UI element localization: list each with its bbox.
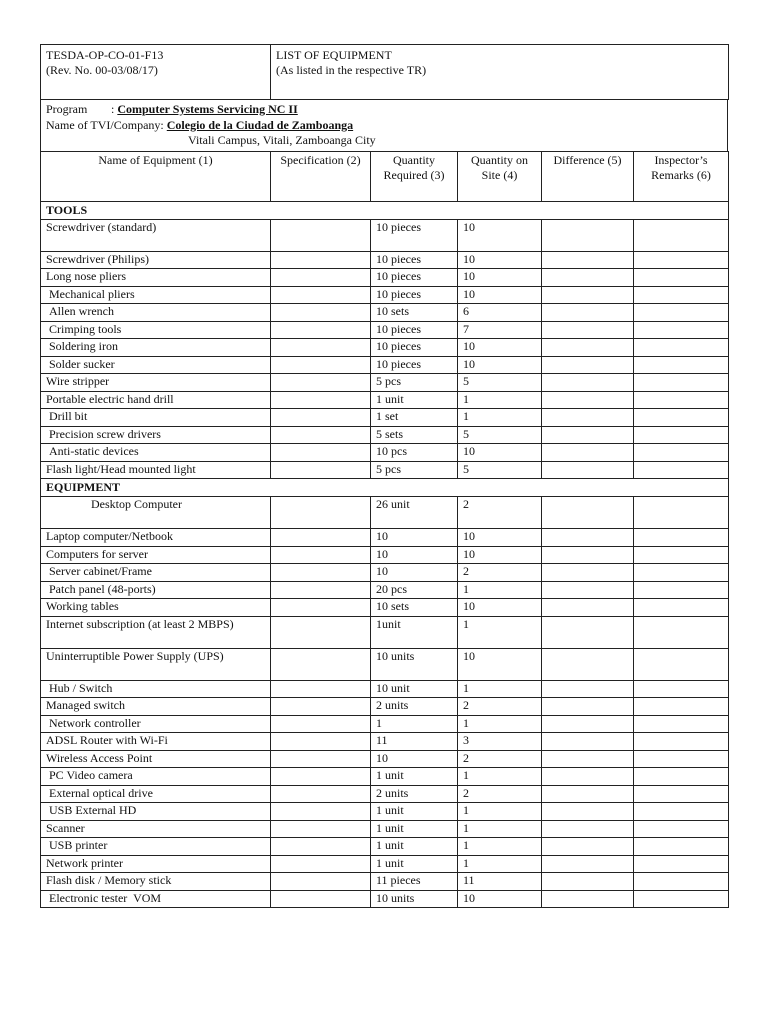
program-separator: : (110, 102, 115, 116)
remarks-cell (634, 890, 729, 908)
quantity-on-site-cell: 1 (458, 768, 542, 786)
table-row (41, 426, 729, 444)
remarks-cell (634, 581, 729, 599)
difference-cell (542, 391, 634, 409)
quantity-required-cell: 10 sets (371, 599, 458, 617)
difference-cell (542, 838, 634, 856)
quantity-required-cell: 1 unit (371, 803, 458, 821)
table-row (41, 356, 729, 374)
quantity-on-site-cell: 2 (458, 698, 542, 716)
section-row (41, 201, 729, 219)
program-value: Computer Systems Servicing NC II (117, 102, 298, 116)
difference-cell (542, 750, 634, 768)
specification-cell (271, 339, 371, 357)
quantity-on-site-cell: 10 (458, 546, 542, 564)
specification-cell (271, 785, 371, 803)
quantity-on-site-cell: 1 (458, 616, 542, 648)
table-row (41, 873, 729, 891)
quantity-required-cell: 10 unit (371, 680, 458, 698)
equipment-name-cell: Managed switch (41, 698, 271, 716)
specification-cell (271, 219, 371, 251)
quantity-on-site-cell: 10 (458, 251, 542, 269)
remarks-cell (634, 564, 729, 582)
equipment-name-cell: Uninterruptible Power Supply (UPS) (41, 648, 271, 680)
table-row (41, 497, 729, 529)
quantity-on-site-cell: 10 (458, 286, 542, 304)
table-row (41, 616, 729, 648)
remarks-cell (634, 680, 729, 698)
column-header: Name of Equipment (1) (41, 151, 271, 201)
quantity-required-cell: 10 (371, 529, 458, 547)
difference-cell (542, 461, 634, 479)
table-row (41, 269, 729, 287)
quantity-required-cell: 10 pieces (371, 286, 458, 304)
quantity-required-cell: 10 pcs (371, 444, 458, 462)
difference-cell (542, 497, 634, 529)
quantity-required-cell: 26 unit (371, 497, 458, 529)
quantity-on-site-cell: 10 (458, 339, 542, 357)
quantity-on-site-cell: 1 (458, 838, 542, 856)
quantity-required-cell: 10 (371, 564, 458, 582)
difference-cell (542, 648, 634, 680)
program-label: Program (46, 102, 88, 116)
specification-cell (271, 356, 371, 374)
quantity-required-cell: 1 set (371, 409, 458, 427)
quantity-required-cell: 5 sets (371, 426, 458, 444)
table-row (41, 461, 729, 479)
equipment-name-cell: Wire stripper (41, 374, 271, 392)
difference-cell (542, 599, 634, 617)
remarks-cell (634, 374, 729, 392)
column-header: Quantity on Site (4) (458, 151, 542, 201)
quantity-required-cell: 11 (371, 733, 458, 751)
difference-cell (542, 680, 634, 698)
equipment-name-cell: Flash light/Head mounted light (41, 461, 271, 479)
form-revision: (Rev. No. 00-03/08/17) (46, 63, 158, 77)
remarks-cell (634, 321, 729, 339)
table-row (41, 251, 729, 269)
form-title-cell (271, 45, 729, 100)
specification-cell (271, 680, 371, 698)
remarks-cell (634, 426, 729, 444)
specification-cell (271, 698, 371, 716)
difference-cell (542, 768, 634, 786)
form-code-cell (41, 45, 271, 100)
quantity-required-cell: 20 pcs (371, 581, 458, 599)
quantity-required-cell: 10 pieces (371, 219, 458, 251)
tvi-value: Colegio de la Ciudad de Zamboanga (166, 117, 354, 132)
table-row (41, 581, 729, 599)
quantity-required-cell: 10 (371, 750, 458, 768)
table-row (41, 321, 729, 339)
difference-cell (542, 546, 634, 564)
difference-cell (542, 286, 634, 304)
table-row (41, 546, 729, 564)
difference-cell (542, 409, 634, 427)
specification-cell (271, 733, 371, 751)
remarks-cell (634, 648, 729, 680)
quantity-on-site-cell: 1 (458, 391, 542, 409)
program-line (46, 102, 722, 118)
specification-cell (271, 890, 371, 908)
quantity-on-site-cell: 10 (458, 890, 542, 908)
difference-cell (542, 616, 634, 648)
equipment-name-cell: ADSL Router with Wi-Fi (41, 733, 271, 751)
remarks-cell (634, 269, 729, 287)
column-header-row (41, 151, 729, 201)
table-row (41, 715, 729, 733)
column-header: Difference (5) (542, 151, 634, 201)
form-subtitle: (As listed in the respective TR) (276, 63, 427, 77)
form-header (40, 44, 729, 100)
quantity-on-site-cell: 7 (458, 321, 542, 339)
quantity-on-site-cell: 1 (458, 820, 542, 838)
quantity-on-site-cell: 1 (458, 680, 542, 698)
quantity-required-cell: 10 units (371, 890, 458, 908)
equipment-name-cell: Electronic tester VOM (41, 890, 271, 908)
equipment-name-cell: Scanner (41, 820, 271, 838)
difference-cell (542, 855, 634, 873)
equipment-name-cell: Screwdriver (Philips) (41, 251, 271, 269)
section-row (41, 479, 729, 497)
table-row (41, 304, 729, 322)
difference-cell (542, 374, 634, 392)
form-code: TESDA-OP-CO-01-F13 (46, 48, 164, 62)
quantity-on-site-cell: 1 (458, 715, 542, 733)
column-header: Quantity Required (3) (371, 151, 458, 201)
column-header: Inspector’s Remarks (6) (634, 151, 729, 201)
specification-cell (271, 750, 371, 768)
table-row (41, 750, 729, 768)
table-row (41, 391, 729, 409)
quantity-on-site-cell: 1 (458, 855, 542, 873)
table-row (41, 855, 729, 873)
specification-cell (271, 391, 371, 409)
equipment-name-cell: Allen wrench (41, 304, 271, 322)
difference-cell (542, 785, 634, 803)
specification-cell (271, 461, 371, 479)
program-info (40, 99, 728, 152)
remarks-cell (634, 391, 729, 409)
quantity-required-cell: 1 (371, 715, 458, 733)
equipment-name-cell: Hub / Switch (41, 680, 271, 698)
equipment-name-cell: Solder sucker (41, 356, 271, 374)
quantity-required-cell: 10 pieces (371, 269, 458, 287)
quantity-required-cell: 2 units (371, 698, 458, 716)
equipment-name-cell: PC Video camera (41, 768, 271, 786)
quantity-on-site-cell: 2 (458, 750, 542, 768)
quantity-on-site-cell: 1 (458, 581, 542, 599)
remarks-cell (634, 820, 729, 838)
remarks-cell (634, 803, 729, 821)
quantity-required-cell: 10 units (371, 648, 458, 680)
specification-cell (271, 529, 371, 547)
quantity-required-cell: 11 pieces (371, 873, 458, 891)
quantity-required-cell: 10 sets (371, 304, 458, 322)
equipment-name-cell: Long nose pliers (41, 269, 271, 287)
difference-cell (542, 529, 634, 547)
equipment-name-cell: Crimping tools (41, 321, 271, 339)
document (40, 44, 728, 908)
equipment-name-cell: Computers for server (41, 546, 271, 564)
equipment-name-cell: Flash disk / Memory stick (41, 873, 271, 891)
quantity-on-site-cell: 10 (458, 269, 542, 287)
equipment-name-cell: Network controller (41, 715, 271, 733)
quantity-on-site-cell: 10 (458, 444, 542, 462)
specification-cell (271, 251, 371, 269)
quantity-required-cell: 5 pcs (371, 374, 458, 392)
difference-cell (542, 733, 634, 751)
table-row (41, 698, 729, 716)
quantity-on-site-cell: 2 (458, 564, 542, 582)
remarks-cell (634, 339, 729, 357)
difference-cell (542, 803, 634, 821)
quantity-on-site-cell: 1 (458, 803, 542, 821)
difference-cell (542, 698, 634, 716)
difference-cell (542, 444, 634, 462)
difference-cell (542, 564, 634, 582)
table-row (41, 733, 729, 751)
difference-cell (542, 873, 634, 891)
table-row (41, 374, 729, 392)
table-row (41, 820, 729, 838)
quantity-required-cell: 10 pieces (371, 339, 458, 357)
tvi-label: Name of TVI/Company: (46, 117, 164, 132)
form-title: LIST OF EQUIPMENT (276, 48, 392, 62)
equipment-name-cell: USB External HD (41, 803, 271, 821)
quantity-on-site-cell: 11 (458, 873, 542, 891)
specification-cell (271, 599, 371, 617)
table-row (41, 219, 729, 251)
specification-cell (271, 855, 371, 873)
specification-cell (271, 321, 371, 339)
program-info-cell (41, 100, 728, 152)
table-row (41, 529, 729, 547)
tvi-line (46, 118, 722, 134)
quantity-on-site-cell: 6 (458, 304, 542, 322)
equipment-name-cell: Desktop Computer (41, 497, 271, 529)
table-row (41, 768, 729, 786)
table-row (41, 648, 729, 680)
equipment-name-cell: Screwdriver (standard) (41, 219, 271, 251)
remarks-cell (634, 599, 729, 617)
quantity-on-site-cell: 2 (458, 497, 542, 529)
specification-cell (271, 820, 371, 838)
remarks-cell (634, 733, 729, 751)
remarks-cell (634, 855, 729, 873)
specification-cell (271, 838, 371, 856)
remarks-cell (634, 286, 729, 304)
quantity-required-cell: 1 unit (371, 820, 458, 838)
quantity-on-site-cell: 10 (458, 529, 542, 547)
quantity-required-cell: 10 pieces (371, 251, 458, 269)
specification-cell (271, 444, 371, 462)
table-body (41, 201, 729, 908)
table-row (41, 444, 729, 462)
specification-cell (271, 304, 371, 322)
remarks-cell (634, 768, 729, 786)
quantity-on-site-cell: 10 (458, 648, 542, 680)
equipment-name-cell: Portable electric hand drill (41, 391, 271, 409)
remarks-cell (634, 461, 729, 479)
equipment-name-cell: Patch panel (48-ports) (41, 581, 271, 599)
column-header: Specification (2) (271, 151, 371, 201)
quantity-required-cell: 1 unit (371, 855, 458, 873)
quantity-on-site-cell: 5 (458, 461, 542, 479)
specification-cell (271, 581, 371, 599)
specification-cell (271, 497, 371, 529)
table-row (41, 838, 729, 856)
quantity-on-site-cell: 1 (458, 409, 542, 427)
equipment-name-cell: Soldering iron (41, 339, 271, 357)
remarks-cell (634, 785, 729, 803)
section-title: TOOLS (41, 201, 729, 219)
remarks-cell (634, 873, 729, 891)
difference-cell (542, 339, 634, 357)
remarks-cell (634, 750, 729, 768)
quantity-on-site-cell: 10 (458, 219, 542, 251)
remarks-cell (634, 529, 729, 547)
specification-cell (271, 374, 371, 392)
table-row (41, 564, 729, 582)
quantity-required-cell: 5 pcs (371, 461, 458, 479)
table-row (41, 599, 729, 617)
difference-cell (542, 251, 634, 269)
quantity-required-cell: 1 unit (371, 391, 458, 409)
quantity-on-site-cell: 10 (458, 356, 542, 374)
table-row (41, 339, 729, 357)
equipment-name-cell: Drill bit (41, 409, 271, 427)
specification-cell (271, 803, 371, 821)
specification-cell (271, 269, 371, 287)
remarks-cell (634, 304, 729, 322)
remarks-cell (634, 409, 729, 427)
quantity-on-site-cell: 5 (458, 426, 542, 444)
specification-cell (271, 409, 371, 427)
equipment-name-cell: Anti-static devices (41, 444, 271, 462)
table-row (41, 680, 729, 698)
remarks-cell (634, 444, 729, 462)
quantity-required-cell: 2 units (371, 785, 458, 803)
equipment-name-cell: Mechanical pliers (41, 286, 271, 304)
quantity-required-cell: 1 unit (371, 838, 458, 856)
specification-cell (271, 426, 371, 444)
table-row (41, 286, 729, 304)
equipment-name-cell: Internet subscription (at least 2 MBPS) (41, 616, 271, 648)
quantity-on-site-cell: 2 (458, 785, 542, 803)
difference-cell (542, 356, 634, 374)
quantity-required-cell: 10 pieces (371, 356, 458, 374)
equipment-name-cell: External optical drive (41, 785, 271, 803)
remarks-cell (634, 698, 729, 716)
specification-cell (271, 564, 371, 582)
difference-cell (542, 304, 634, 322)
difference-cell (542, 219, 634, 251)
difference-cell (542, 820, 634, 838)
remarks-cell (634, 715, 729, 733)
table-row (41, 785, 729, 803)
quantity-on-site-cell: 10 (458, 599, 542, 617)
table-row (41, 409, 729, 427)
specification-cell (271, 648, 371, 680)
remarks-cell (634, 219, 729, 251)
difference-cell (542, 321, 634, 339)
specification-cell (271, 768, 371, 786)
specification-cell (271, 715, 371, 733)
equipment-name-cell: Network printer (41, 855, 271, 873)
quantity-required-cell: 1unit (371, 616, 458, 648)
difference-cell (542, 426, 634, 444)
difference-cell (542, 890, 634, 908)
equipment-name-cell: Laptop computer/Netbook (41, 529, 271, 547)
specification-cell (271, 286, 371, 304)
table-row (41, 890, 729, 908)
specification-cell (271, 873, 371, 891)
quantity-on-site-cell: 5 (458, 374, 542, 392)
equipment-name-cell: USB printer (41, 838, 271, 856)
quantity-required-cell: 10 pieces (371, 321, 458, 339)
tvi-address: Vitali Campus, Vitali, Zamboanga City (188, 133, 376, 147)
quantity-on-site-cell: 3 (458, 733, 542, 751)
remarks-cell (634, 251, 729, 269)
remarks-cell (634, 497, 729, 529)
section-title: EQUIPMENT (41, 479, 729, 497)
table-row (41, 803, 729, 821)
quantity-required-cell: 1 unit (371, 768, 458, 786)
remarks-cell (634, 546, 729, 564)
quantity-required-cell: 10 (371, 546, 458, 564)
equipment-name-cell: Working tables (41, 599, 271, 617)
remarks-cell (634, 356, 729, 374)
specification-cell (271, 616, 371, 648)
specification-cell (271, 546, 371, 564)
equipment-name-cell: Wireless Access Point (41, 750, 271, 768)
difference-cell (542, 581, 634, 599)
equipment-table (40, 151, 729, 909)
difference-cell (542, 715, 634, 733)
difference-cell (542, 269, 634, 287)
equipment-name-cell: Precision screw drivers (41, 426, 271, 444)
remarks-cell (634, 838, 729, 856)
equipment-name-cell: Server cabinet/Frame (41, 564, 271, 582)
remarks-cell (634, 616, 729, 648)
